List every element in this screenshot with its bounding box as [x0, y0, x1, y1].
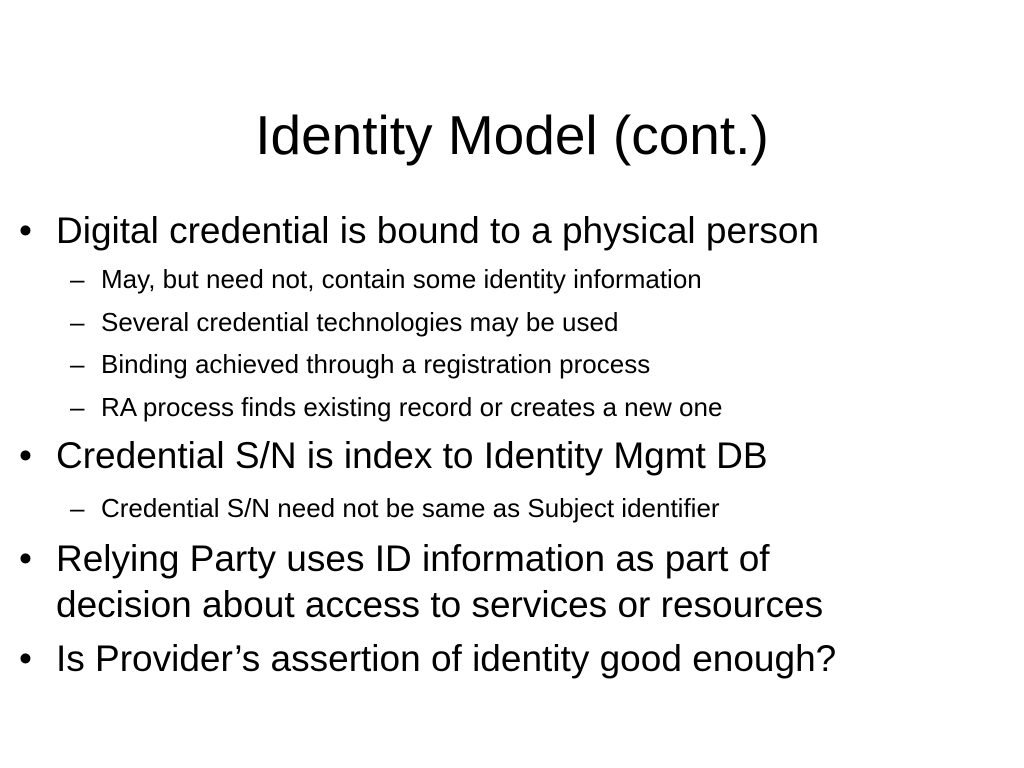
bullet-text: Credential S/N is index to Identity Mgmt DB — [56, 435, 768, 476]
slide-title: Identity Model (cont.) — [255, 104, 769, 166]
dash-icon: – — [70, 307, 85, 337]
sub-bullet-text: RA process finds existing record or creates a new one — [101, 392, 723, 422]
bullet-text: Relying Party uses ID information as part of — [56, 538, 770, 579]
dash-icon: – — [70, 264, 85, 294]
bullet-text: Is Provider’s assertion of identity good enough? — [56, 638, 837, 679]
sub-bullet-text: Binding achieved through a registration process — [101, 349, 651, 379]
bullet-text: Digital credential is bound to a physical person — [56, 210, 820, 251]
dash-icon: – — [70, 493, 85, 523]
sub-bullet-text: Credential S/N need not be same as Subject identifier — [101, 493, 720, 523]
dash-icon: – — [70, 392, 85, 422]
bullet-icon: • — [19, 210, 32, 251]
bullet-text: decision about access to services or resources — [56, 584, 824, 625]
bullet-icon: • — [19, 638, 32, 679]
sub-bullet-text: Several credential technologies may be used — [101, 307, 619, 337]
sub-bullet-text: May, but need not, contain some identity information — [101, 264, 702, 294]
dash-icon: – — [70, 349, 85, 379]
bullet-icon: • — [19, 435, 32, 476]
bullet-icon: • — [19, 538, 32, 579]
